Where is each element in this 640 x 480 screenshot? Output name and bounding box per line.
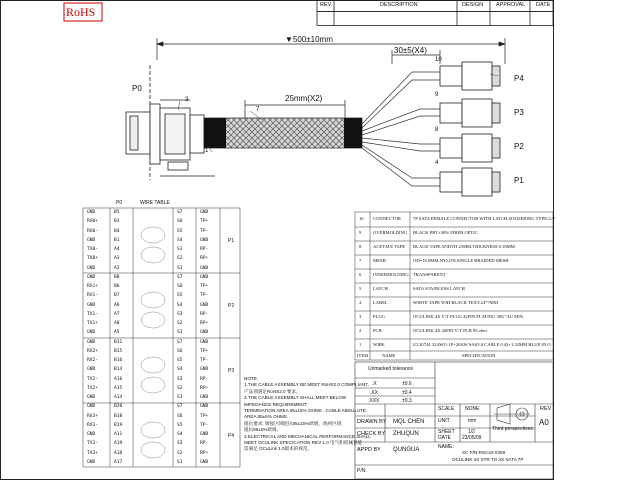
p1-label: P1 — [514, 176, 524, 185]
tolerance-x: .X — [372, 381, 377, 387]
balloon-7: 7 — [256, 107, 260, 113]
sata-signal-cell: TP- — [200, 422, 209, 428]
scale-label: SCALE — [438, 406, 455, 412]
wire-pin-cell: B14 — [114, 367, 123, 373]
sata-signal-cell: RP+ — [200, 450, 209, 456]
tolerance-xx: .XX — [370, 390, 379, 396]
spec-item-header: ITEM — [357, 353, 369, 358]
wire-pin-cell: B20 — [114, 404, 123, 410]
rev-header-approval: APPROVAL — [496, 2, 526, 8]
wire-pin-cell: B11 — [114, 339, 123, 345]
wire-signal-cell: GND — [87, 339, 96, 345]
tolerance-xxx: .XXX — [368, 398, 380, 404]
sata-pin-cell: S4 — [177, 367, 183, 373]
wire-pin-cell: B4 — [114, 228, 120, 234]
wire-signal-cell: RX3- — [87, 422, 99, 428]
balloon-10: 10 — [435, 57, 442, 63]
wire-signal-cell: TX0- — [87, 247, 99, 252]
notes-block — [244, 376, 371, 453]
rohs-logo: RoHS — [66, 5, 96, 19]
sata-pin-cell: S6 — [177, 348, 183, 354]
drawn-by-label: DRAWN BY — [357, 419, 387, 425]
sata-pin-cell: S4 — [177, 237, 183, 243]
sata-signal-cell: GND — [200, 432, 209, 437]
wire-signal-cell: GND — [87, 302, 96, 308]
sata-pin-cell: S7 — [177, 274, 183, 280]
p0-connector-drawing — [126, 65, 215, 180]
spec-name-header: NAME — [382, 353, 396, 358]
sata-signal-cell: GND — [200, 395, 209, 400]
sata-pin-cell: S1 — [177, 330, 183, 336]
sata-pin-cell: S1 — [177, 265, 183, 271]
spec-name-cell: MESH — [373, 258, 386, 263]
sata-pin-cell: S6 — [177, 284, 183, 289]
wire-signal-cell: GND — [87, 210, 96, 215]
check-by-label: CHECK BY — [357, 431, 386, 437]
wire-pin-cell: B7 — [114, 293, 120, 299]
spec-name-cell: WIRE — [373, 342, 385, 347]
note-line: TERMINATION AREA 85±15% OHMS . CABLE ABSULUTE — [244, 408, 366, 414]
wire-pin-cell: B18 — [114, 413, 123, 419]
acetate-tape-left — [204, 118, 226, 148]
sata-signal-cell: TP+ — [200, 413, 209, 419]
wire-signal-cell: RX1+ — [87, 284, 99, 289]
tolerance-heading: Unmarked tolerance — [368, 366, 414, 372]
wire-signal-cell: GND — [87, 432, 96, 437]
date-label: DATE — [438, 435, 451, 441]
wire-signal-cell: TX2+ — [87, 385, 99, 391]
sata-pin-cell: S2 — [177, 321, 183, 326]
sata-pin-cell: S7 — [177, 404, 183, 410]
note-line: 需满足 OCuLink 1.0版本的规范。 — [244, 446, 313, 452]
wire-signal-cell: GND — [87, 330, 96, 336]
spec-name-cell: CONNECTOR — [373, 216, 401, 221]
wire-pin-cell: B15 — [114, 348, 123, 354]
sata-pin-cell: S2 — [177, 450, 183, 456]
wire-pin-cell: A2 — [114, 265, 120, 271]
wire-pin-cell: A19 — [114, 441, 123, 447]
unit-value: mm — [468, 418, 477, 424]
sata-pin-cell: S5 — [177, 228, 183, 234]
spec-text-cell: BLACK TAPE,WIDTH 25MM,THICKNESS 0.18MM — [413, 244, 515, 249]
wire-signal-cell: RX1- — [87, 293, 99, 299]
part-number-line: SC P/N:RSC42-0369 — [462, 450, 506, 455]
sata-pin-cell: S1 — [177, 459, 183, 465]
spec-text-cell: UL20744 32AWG-1P+28AW SAS3.0 CABLE 0.42+1.52MM BLUE 85 O — [413, 342, 551, 347]
group-label-p1: P1 — [228, 238, 235, 244]
sata-signal-cell: RP+ — [200, 385, 209, 391]
balloon-8: 8 — [435, 127, 439, 133]
note-line: AREA 85±5% OHMS. — [244, 414, 289, 420]
wire-pin-cell: B16 — [114, 358, 123, 363]
sata-pin-cell: S4 — [177, 302, 183, 308]
sata-signal-cell: GND — [200, 302, 209, 308]
spec-item-cell: 8 — [359, 244, 362, 249]
wire-pin-cell: A16 — [114, 376, 123, 382]
rev-header-date: DATE — [536, 2, 551, 8]
sata-pin-cell: S2 — [177, 385, 183, 391]
wire-pin-cell: B3 — [114, 219, 120, 225]
wire-signal-cell: TX1- — [87, 311, 99, 317]
wire-pin-cell: A18 — [114, 450, 123, 456]
wire-pin-cell: A3 — [114, 256, 120, 262]
p4-label: P4 — [514, 74, 524, 83]
wire-signal-cell: RX2- — [87, 358, 99, 363]
spec-text-cell: OD=10.0MM,NYLON,SINGLE BRAIDED MESH — [413, 258, 509, 263]
tolerance-x-value: ±0.6 — [402, 381, 412, 387]
sata-signal-cell: TP- — [200, 293, 209, 299]
wire-pin-cell: A4 — [114, 247, 120, 252]
rev-header-description: DESCRIPTION — [380, 2, 418, 8]
sata-signal-cell: RP- — [200, 441, 209, 447]
wire-signal-cell: RX0- — [87, 228, 99, 234]
wire-signal-cell: TX2- — [87, 376, 99, 382]
sata-pin-cell: S3 — [177, 247, 183, 252]
p3-label: P3 — [514, 108, 524, 117]
spec-item-cell: 1 — [359, 342, 362, 347]
rev-header-design: DESIGN — [462, 2, 484, 8]
spec-spec-header: SPECIFICATION — [462, 353, 496, 358]
wire-signal-cell: RX2+ — [87, 348, 99, 354]
sata-pin-cell: S7 — [177, 339, 183, 345]
spec-text-cell: OCULINK 4X 42PIN V/T PCB 85 ohm — [413, 328, 487, 333]
pn-label: P/N: — [357, 468, 367, 474]
wire-signal-cell: TX1+ — [87, 321, 99, 326]
sata-connectors — [440, 62, 500, 196]
sata-signal-cell: GND — [200, 339, 209, 345]
sata-pin-cell: S3 — [177, 376, 183, 382]
sata-signal-cell: TP- — [200, 228, 209, 234]
sata-pin-cell: S6 — [177, 219, 183, 225]
wire-signal-cell: GND — [87, 274, 96, 280]
wire-signal-cell: GND — [87, 265, 96, 271]
spec-name-cell: LABEL — [373, 300, 388, 305]
spec-text-cell: WHITE TAPE WIH BLACK TEXT,24*7MM — [413, 300, 498, 305]
group-label-p4: P4 — [228, 433, 235, 439]
sata-signal-cell: RP- — [200, 376, 209, 382]
group-label-p2: P2 — [228, 303, 235, 309]
wire-signal-cell: GND — [87, 459, 96, 465]
sheet-value: 1/2 — [468, 429, 475, 435]
wire-pin-cell: A8 — [114, 321, 120, 326]
notes-heading: NOTE: — [244, 376, 259, 381]
sleeve-length-dimension: 25mm(X2) — [285, 94, 323, 103]
sata-signal-cell: RP+ — [200, 321, 209, 326]
date-value: 23/05/09 — [462, 435, 482, 441]
wire-signal-cell: GND — [87, 404, 96, 410]
twisted-pair-symbols — [141, 227, 165, 458]
sata-pin-cell: S6 — [177, 413, 183, 419]
wire-table-p0-header: P0 — [116, 200, 123, 206]
balloon-9: 9 — [435, 92, 439, 98]
spec-name-cell: ACETATE TAPE — [373, 244, 406, 249]
wire-pin-cell: B8 — [114, 274, 120, 280]
balloon-1: 1 — [205, 148, 209, 154]
sata-signal-cell: TP+ — [200, 284, 209, 289]
balloon-3: 3 — [185, 97, 189, 103]
note-line: 1.THE CABLE ASSEMBLY BE MEET RoHS2.0 COMPLIANT. — [244, 382, 369, 388]
spec-name-cell: PCB — [373, 328, 382, 333]
sata-pin-cell: S4 — [177, 432, 183, 437]
tolerance-xxx-value: ±0.3 — [402, 398, 412, 404]
spec-item-cell: 10 — [359, 216, 364, 221]
p0-label: P0 — [132, 84, 142, 93]
spec-text-cell: TRANSPARENT — [413, 272, 446, 277]
wire-pin-cell: A14 — [114, 395, 123, 400]
sata-pin-cell: S5 — [177, 358, 183, 363]
acetate-tape-right — [344, 118, 362, 148]
drawn-by-value: MQL CHEN — [393, 419, 425, 425]
wire-pin-cell: A7 — [114, 311, 120, 317]
sata-pin-cell: S2 — [177, 256, 183, 262]
balloon-4: 4 — [435, 160, 439, 166]
sata-signal-cell: GND — [200, 330, 209, 336]
sata-signal-cell: GND — [200, 459, 209, 465]
note-line: 阻抗要求: 端接区域阻抗85±15%欧姆，线材区域 — [244, 420, 342, 426]
tolerance-xx-value: ±0.4 — [402, 390, 412, 396]
wire-pin-cell: A5 — [114, 330, 120, 336]
sata-signal-cell: GND — [200, 367, 209, 373]
spec-item-cell: 3 — [359, 314, 362, 319]
wire-signal-cell: RX0+ — [87, 219, 99, 225]
wire-signal-cell: GND — [87, 367, 96, 373]
sata-pin-cell: S7 — [177, 210, 183, 215]
note-line: 产品须满足RoHS2.0 要求。 — [244, 388, 301, 394]
wire-signal-cell: RX3+ — [87, 413, 99, 419]
sheet-label: SHEET — [438, 429, 455, 435]
scale-value: NONE — [465, 406, 480, 412]
rev-label: REV — [540, 406, 552, 412]
wire-pin-cell: A6 — [114, 302, 120, 308]
spec-name-cell: LATCH — [373, 286, 388, 291]
projection-label: Third perspectives — [492, 426, 533, 432]
wire-pin-cell: A15 — [114, 385, 123, 391]
group-label-p3: P3 — [228, 368, 235, 374]
spec-text-cell: OCULINK 4X V/T PLUG 42PIN PLATING 30U"AU MIN — [413, 314, 524, 319]
spec-item-cell: 6 — [359, 272, 362, 277]
fanout-wires — [362, 72, 440, 186]
wire-pin-cell: B19 — [114, 422, 123, 428]
wire-signal-cell: GND — [87, 395, 96, 400]
appd-by-value: QUNGUA — [393, 447, 420, 453]
note-line: 阻抗85±5%欧姆。 — [244, 427, 282, 433]
note-line: IMPEDANCE REQUIREMENT: — [244, 401, 308, 407]
spec-text-cell: SATA STAINLESS LATCH — [413, 286, 465, 291]
wire-signal-cell: TX3+ — [87, 450, 99, 456]
sata-signal-cell: GND — [200, 265, 209, 271]
wire-pin-cell: A11 — [114, 432, 123, 437]
wire-pin-cell: A17 — [114, 459, 123, 465]
spec-name-cell: PLUG — [373, 314, 385, 319]
sata-signal-cell: TP- — [200, 358, 209, 363]
spec-item-cell: 7 — [359, 258, 362, 263]
name-label: NAME: — [438, 444, 454, 450]
unit-label: UNIT — [438, 418, 450, 424]
spec-item-cell: 9 — [359, 230, 362, 235]
wire-pin-cell: B5 — [114, 210, 120, 215]
sata-signal-cell: GND — [200, 210, 209, 215]
sata-signal-cell: GND — [200, 237, 209, 243]
rev-header-rev: REV. — [320, 2, 333, 8]
spec-item-cell: 4 — [359, 300, 362, 305]
spec-text-cell: 7P SATA FEMALE CONNECTOR WITH LATCH,SOLDERING TYPE,G/F — [413, 216, 556, 221]
sata-signal-cell: TP+ — [200, 348, 209, 354]
note-line: 3.ELECTRICAL AND MECHANICAL PERFORMANCE SHALL — [244, 433, 371, 439]
wire-table-header: WIRE TABLE — [140, 200, 170, 206]
sata-signal-cell: RP+ — [200, 256, 209, 262]
sata-pin-cell: S5 — [177, 293, 183, 299]
braided-mesh — [204, 118, 362, 148]
rev-value: A0 — [539, 418, 549, 427]
spec-name-cell: INNERMOLDING — [373, 272, 409, 277]
spec-name-cell: OVERMOLDING — [373, 230, 408, 235]
sata-pin-cell: S3 — [177, 311, 183, 317]
note-line: 2.THE CABLE ASSEMBLY SHALL MEET BELOW — [244, 395, 347, 401]
sata-pin-cell: S3 — [177, 441, 183, 447]
sata-pin-cell: S1 — [177, 395, 183, 400]
wire-signal-cell: GND — [87, 237, 96, 243]
wire-pin-cell: B1 — [114, 237, 120, 243]
wire-table-grid — [83, 208, 240, 467]
spec-item-cell: 5 — [359, 286, 362, 291]
sata-signal-cell: TP+ — [200, 219, 209, 225]
wire-signal-cell: TX0+ — [87, 256, 99, 262]
p2-label: P2 — [514, 142, 524, 151]
spec-item-cell: 2 — [359, 328, 362, 333]
wire-signal-cell: TX3- — [87, 441, 99, 447]
fanout-length-dimension: 30±5(X4) — [394, 46, 427, 55]
sata-signal-cell: GND — [200, 274, 209, 280]
projection-symbol-icon — [494, 404, 530, 424]
sata-signal-cell: GND — [200, 404, 209, 410]
overall-length-dimension: ▼500±10mm — [285, 35, 333, 44]
spec-text-cell: BLACK PBT+30% FIBER OPTIC — [413, 230, 478, 235]
check-by-value: ZHUQUN — [393, 431, 419, 437]
appd-by-label: APPD BY — [357, 447, 381, 453]
part-description-line: OCULINK 4X STR TO 4X SATA 7P — [452, 457, 524, 462]
sata-signal-cell: RP- — [200, 247, 209, 252]
sata-signal-cell: RP- — [200, 311, 209, 317]
sata-pin-cell: S5 — [177, 422, 183, 428]
wire-pin-cell: B6 — [114, 284, 120, 289]
note-line: MEET OCULINK SPECICATION REV 1.0 电气和机械性能 — [244, 440, 363, 446]
